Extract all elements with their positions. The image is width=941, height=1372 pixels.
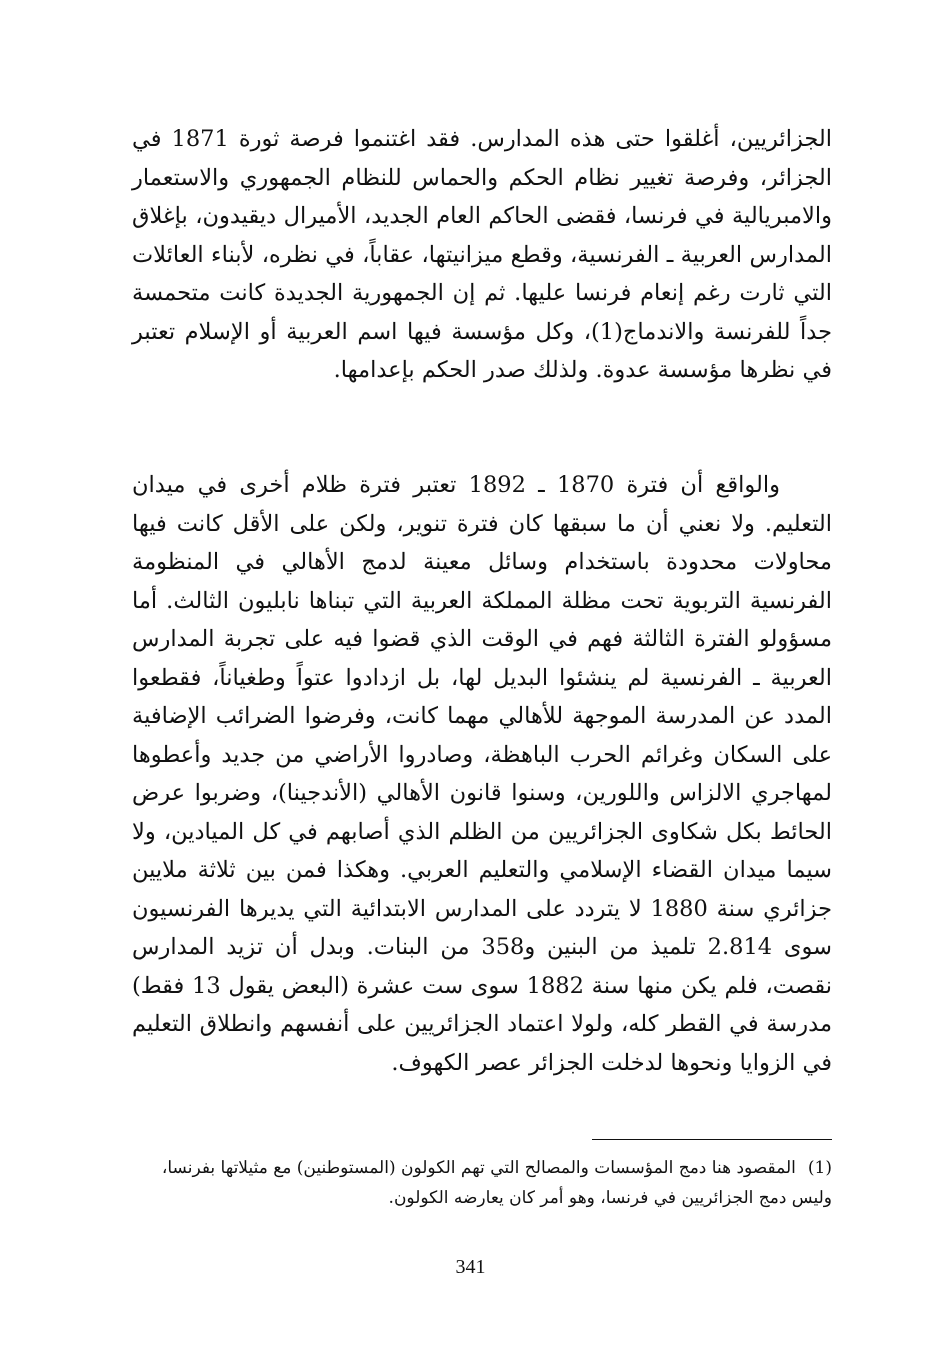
- footnote-text: المقصود هنا دمج المؤسسات والمصالح التي تهم الكولون (المستوطنين) مع مثيلاتها بفرنسا، وليس دمج الجزائريين في فرنسا، وهو أمر كان يعارضه الكولون.: [161, 1158, 832, 1208]
- paragraph-1: الجزائريين، أغلقوا حتى هذه المدارس. فقد اغتنموا فرصة ثورة 1871 في الجزائر، وفرصة تغيير نظام الحكم والحماس للنظام الجمهوري والاستعمار والامبريالية في فرنسا، فقضى الحاكم العام الجديد، الأميرال ديقيدون، بإغلاق المدارس العربية ـ الفرنسية، وقطع ميزانيتها، عقاباً، في نظره، لأبناء العائلات التي ثارت رغم إنعام فرنسا عليها. ثم إن الجمهورية الجديدة كانت متحمسة جداً للفرنسة والاندماج(1)، وكل مؤسسة فيها اسم العربية أو الإسلام تعتبر في نظرها مؤسسة عدوة. ولذلك صدر الحكم بإعدامها.: [132, 126, 832, 383]
- paragraph-2: والواقع أن فترة 1870 ـ 1892 تعتبر فترة ظلام أخرى في ميدان التعليم. ولا نعني أن ما سبقها كان فترة تنوير، ولكن على الأقل كانت فيها محاولات محدودة باستخدام وسائل معينة لدمج الأهالي في المنظومة الفرنسية التربوية تحت مظلة المملكة العربية التي تبناها نابليون الثالث. أما مسؤولو الفترة الثالثة فهم في الوقت الذي قضوا فيه على تجربة المدارس العربية ـ الفرنسية لم ينشئوا البديل لها، بل ازدادوا عتواً وطغياناً، فقطعوا المدد عن المدرسة الموجهة للأهالي مهما كانت، وفرضوا الضرائب الإضافية على السكان وغرائم الحرب الباهظة، وصادروا الأراضي من جديد وأعطوها لمهاجري الالزاس واللورين، وسنوا قانون الأهالي (الأندجينا)، وضربوا عرض الحائط بكل شكاوى الجزائريين من الظلم الذي أصابهم في كل الميادين، ولا سيما ميدان القضاء الإسلامي والتعليم العربي. وهكذا فمن بين ثلاثة ملايين جزائري سنة 1880 لا يتردد على المدارس الابتدائية التي يديرها الفرنسيون سوى 2.814 تلميذ من البنين و358 من البنات. وبدل أن تزيد المدارس نقصت، فلم يكن منها سنة 1882 سوى ست عشرة (البعض يقول 13 فقط) مدرسة في القطر كله، ولولا اعتماد الجزائريين على أنفسهم وانطلاق التعليم في الزوايا ونحوها لدخلت الجزائر عصر الكهوف.: [132, 472, 832, 1076]
- footnote-divider: [592, 1139, 832, 1140]
- footnote-marker: (1): [807, 1158, 832, 1178]
- footnote: [132, 1153, 832, 1213]
- page-number: 341: [455, 1256, 486, 1278]
